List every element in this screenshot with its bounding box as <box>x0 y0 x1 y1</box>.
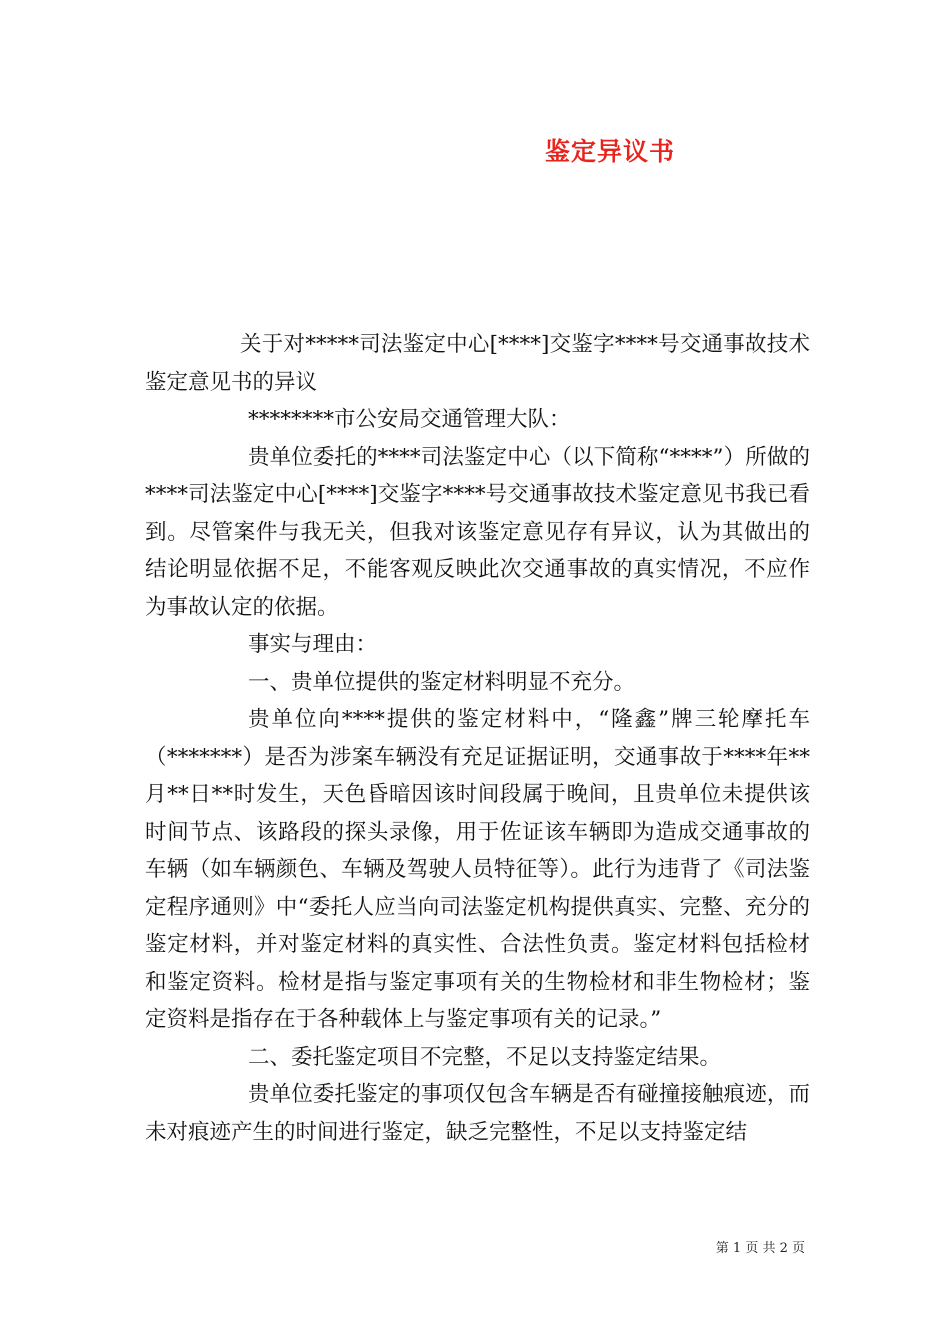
paragraph-addressee: ********市公安局交通管理大队： <box>248 407 571 432</box>
paragraph-intro: 贵单位委托的****司法鉴定中心（以下简称“****”）所做的****司法鉴定中心[****]交鉴字****号交通事故技术鉴定意见书我已看到。尽管案件与我无关，但我对该鉴定意见存有异议，认为其做出的结论明显依据不足，不能客观反映此次交通事故的真实情况，不应作为事故认定的依据。 <box>145 444 810 620</box>
document-title: 鉴定异议书 <box>544 137 675 166</box>
paragraph-point-two-heading: 二、委托鉴定项目不完整，不足以支持鉴定结果。 <box>248 1044 722 1070</box>
paragraph-point-one-body: 贵单位向****提供的鉴定材料中，“隆鑫”牌三轮摩托车（*******）是否为涉案车辆没有充足证据证明，交通事故于****年**月**日**时发生，天色昏暗因该时间段属于晚间，且贵单位未提供该时间节点、该路段的探头录像，用于佐证该车辆即为造成交通事故的车辆（如车辆颜色、车辆及驾驶人员特征等）。此行为违背了《司法鉴定程序通则》中“委托人应当向司法鉴定机构提供真实、完整、充分的鉴定材料，并对鉴定材料的真实性、合法性负责。鉴定材料包括检材和鉴定资料。检材是指与鉴定事项有关的生物检材和非生物检材；鉴定资料是指存在于各种载体上与鉴定事项有关的记录。” <box>145 707 810 1032</box>
paragraph-heading-facts: 事实与理由： <box>248 632 378 657</box>
paragraph-point-two-body: 贵单位委托鉴定的事项仅包含车辆是否有碰撞接触痕迹，而未对痕迹产生的时间进行鉴定，缺乏完整性，不足以支持鉴定结 <box>145 1082 810 1145</box>
paragraph-subject: 关于对*****司法鉴定中心[****]交鉴字****号交通事故技术鉴定意见书的异议 <box>145 332 810 395</box>
document-body <box>145 326 810 1151</box>
page-number-footer: 第 1 页 共 2 页 <box>715 1241 805 1256</box>
paragraph-point-one-heading: 一、贵单位提供的鉴定材料明显不充分。 <box>248 669 636 695</box>
